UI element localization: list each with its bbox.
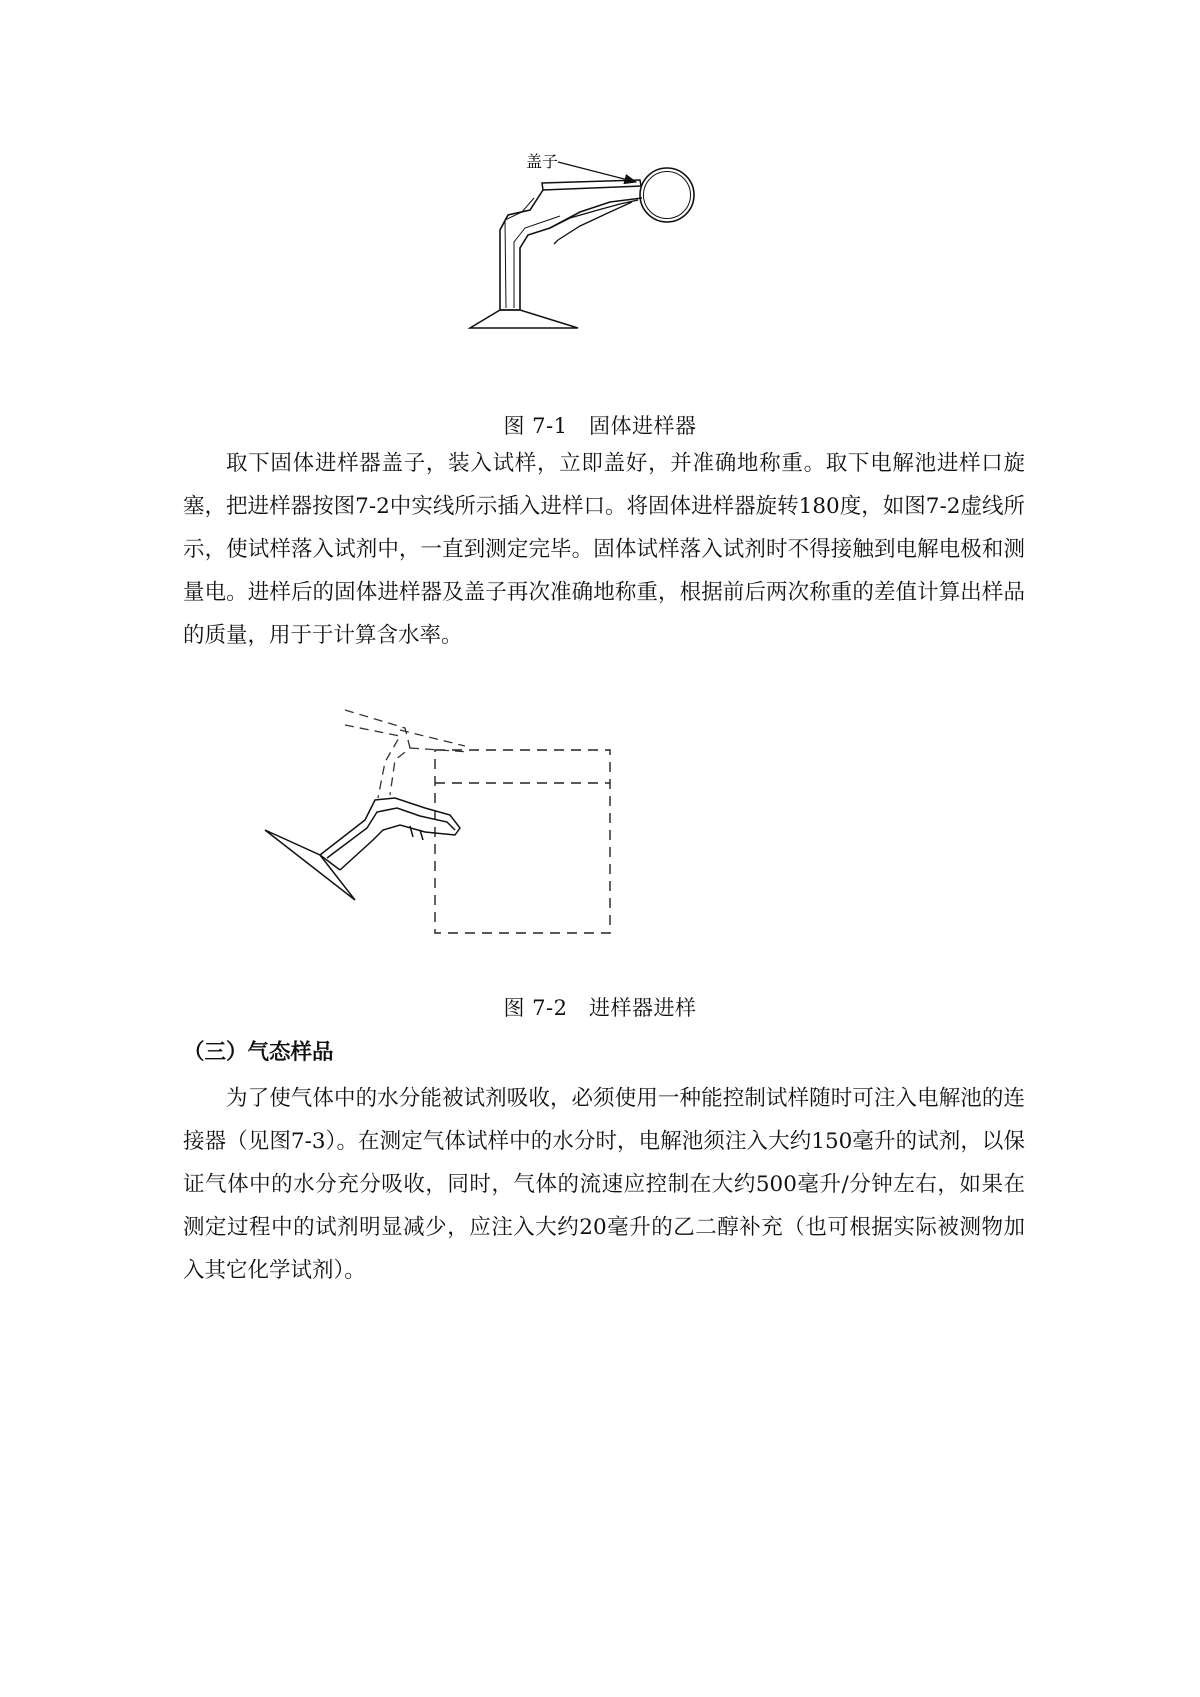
- bulb-inner: [644, 172, 691, 219]
- figure-7-2-sampler-insertion: [255, 700, 625, 940]
- paragraph-2: 为了使气体中的水分能被试剂吸收，必须使用一种能控制试样随时可注入电解池的连接器（见图7-3）。在测定气体试样中的水分时，电解池须注入大约150毫升的试剂，以保证气体中的水分充分吸收，同时，气体的流速应控制在大约500毫升/分钟左右，如果在测定过程中的试剂明显减少，应注入大约20毫升的乙二醇补充（也可根据实际被测物加入其它化学试剂）。: [183, 1086, 1025, 1283]
- sampler-inserted-solid: [265, 798, 460, 900]
- sampler-rotated-dashed: [345, 710, 470, 798]
- figure-7-2-caption: 图 7-2 进样器进样: [503, 996, 697, 1020]
- figure-7-1-caption: 图 7-1 固体进样器: [503, 414, 697, 438]
- sampler-body: [500, 190, 642, 310]
- lid-plate: [542, 180, 641, 190]
- lid-arrow: [558, 162, 636, 182]
- section-heading-gas-samples: （三）气态样品: [183, 1040, 334, 1065]
- bulb-outer: [640, 168, 694, 222]
- lid-label: 盖子: [526, 152, 559, 171]
- electrolytic-cell-outline: [435, 750, 610, 933]
- paragraph-1: 取下固体进样器盖子，装入试样，立即盖好，并准确地称重。取下电解池进样口旋塞，把进样器按图7-2中实线所示插入进样口。将固体进样器旋转180度，如图7-2虚线所示，使试样落入试剂中，一直到测定完毕。固体试样落入试剂时不得接触到电解电极和测量电。进样后的固体进样器及盖子再次准确地称重，根据前后两次称重的差值计算出样品的质量，用于于计算含水率。: [183, 451, 1025, 648]
- sampler-base: [470, 310, 578, 328]
- figure-7-1-solid-sampler: [470, 140, 730, 380]
